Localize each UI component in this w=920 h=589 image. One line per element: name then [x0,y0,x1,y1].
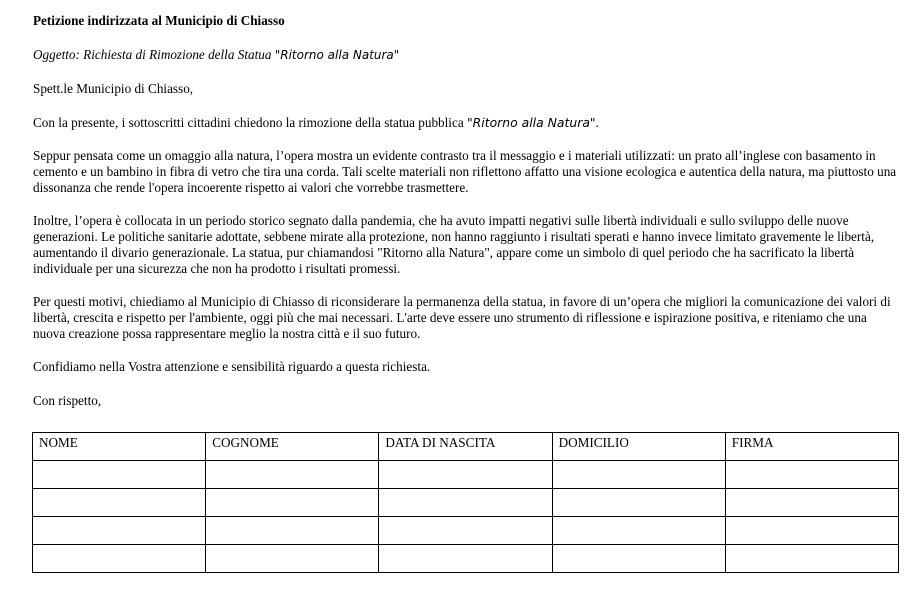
signature-cell[interactable] [379,461,552,489]
signature-cell[interactable] [206,517,379,545]
document-title: Petizione indirizzata al Municipio di Chiasso [33,13,285,28]
intro-italic-title: "Ritorno alla Natura". [466,115,600,130]
paragraph-request: Per questi motivi, chiediamo al Municipio di Chiasso di riconsiderare la permanenza della statua, in favore di un’opera che migliori la comunicazione dei valori di libertà, crescita e rispetto per l'ambiente, oggi più che mai necessari. L'arte deve essere uno strumento di riflessione e ispirazione positiva, e riteniamo che una nuova creazione possa rappresentare meglio la nostra città e il suo futuro. [33,294,891,341]
signature-cell[interactable] [552,517,725,545]
paragraph-pandemic: Inoltre, l’opera è collocata in un periodo storico segnato dalla pandemia, che ha avuto impatti negativi sulle libertà individuali e sullo sviluppo delle nuove generazioni. Le politiche sanitarie adottate, sebbene mirate alla protezione, non hanno raggiunto i risultati sperati e hanno invece limitato gravemente le libertà, aumentando il divario generazionale. La statua, pur chiamandosi "Ritorno alla Natura", appare come un simbolo di quel periodo che ha sacrificato la libertà individuale per una sicurezza che non ha prodotto i risultati promessi. [33,213,875,276]
table-row [33,489,899,517]
header-cognome: COGNOME [206,433,379,461]
subject-quote: "Ritorno alla Natura" [274,48,400,62]
petition-document [33,13,899,409]
intro-paragraph [33,115,899,131]
signature-cell[interactable] [33,489,206,517]
header-data-di-nascita: DATA DI NASCITA [379,433,552,461]
signature-cell[interactable] [33,517,206,545]
signature-cell[interactable] [725,517,898,545]
closing-line: Confidiamo nella Vostra attenzione e sensibilità riguardo a questa richiesta. [33,359,431,374]
signature-cell[interactable] [725,545,898,573]
intro-text: Con la presente, i sottoscritti cittadini chiedono la rimozione della statua pubblica [33,115,467,130]
table-row [33,461,899,489]
signature-cell[interactable] [552,545,725,573]
signature-cell[interactable] [379,517,552,545]
signature-cell[interactable] [725,461,898,489]
header-firma: FIRMA [725,433,898,461]
sign-off: Con rispetto, [33,393,102,408]
signature-table-header [33,433,899,461]
signature-cell[interactable] [206,461,379,489]
signature-cell[interactable] [725,489,898,517]
subject-prefix: Oggetto: Richiesta di Rimozione della Statua [33,47,275,62]
header-nome: NOME [33,433,206,461]
signature-cell[interactable] [552,461,725,489]
signature-cell[interactable] [379,545,552,573]
paragraph-materials: Seppur pensata come un omaggio alla natura, l’opera mostra un evidente contrasto tra il messaggio e i materiali utilizzati: un prato all’inglese con basamento in cemento e un bambino in fibra di vetro che tira una corda. Tali scelte materiali non riflettono affatto una visione ecologica e autentica della natura, ma piuttosto una dissonanza che rende l'opera incoerente rispetto ai valori che vorrebbe trasmettere. [33,148,897,195]
signature-cell[interactable] [552,489,725,517]
document-subject [33,47,899,63]
signature-cell[interactable] [206,545,379,573]
table-row [33,545,899,573]
signature-cell[interactable] [206,489,379,517]
signature-table [32,432,899,573]
header-domicilio: DOMICILIO [552,433,725,461]
signature-cell[interactable] [33,545,206,573]
table-row [33,517,899,545]
signature-cell[interactable] [33,461,206,489]
greeting: Spett.le Municipio di Chiasso, [33,81,194,96]
signature-cell[interactable] [379,489,552,517]
